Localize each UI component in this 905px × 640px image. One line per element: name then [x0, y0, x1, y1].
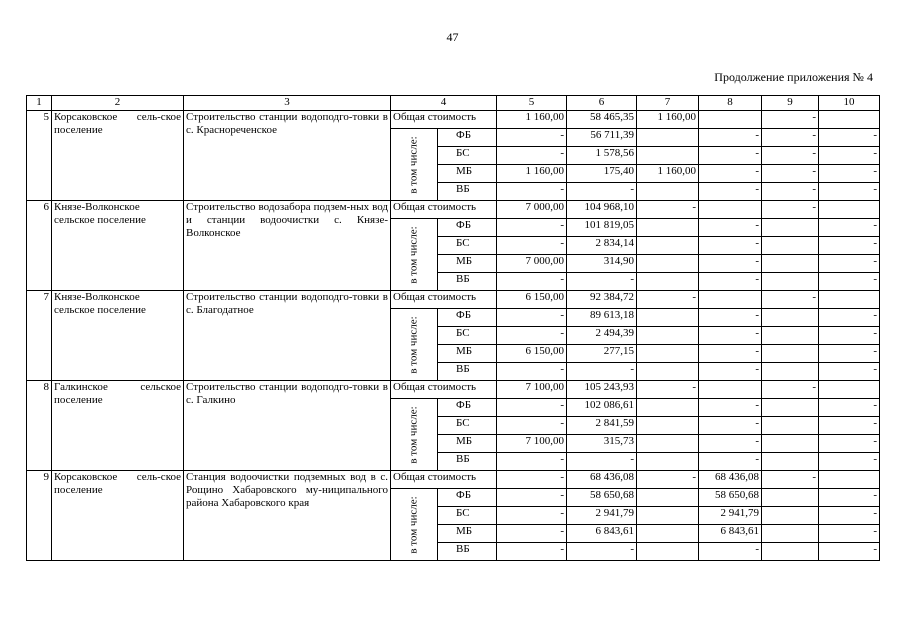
value-cell-c9	[762, 219, 819, 237]
project-number: 5	[27, 111, 52, 201]
value-cell-c8: -	[699, 309, 762, 327]
value-cell-c5: -	[497, 219, 567, 237]
funding-source-label: МБ	[438, 165, 497, 183]
value-cell-c5: -	[497, 363, 567, 381]
value-cell-c5: -	[497, 525, 567, 543]
value-cell-c5: -	[497, 327, 567, 345]
header-cell: 4	[391, 96, 497, 111]
project-number: 9	[27, 471, 52, 561]
value-cell-c5: -	[497, 183, 567, 201]
value-cell-c5: -	[497, 129, 567, 147]
value-cell-c6: 58 465,35	[567, 111, 637, 129]
project-number: 6	[27, 201, 52, 291]
settlement-name: Корсаковское сель-ское поселение	[52, 111, 184, 201]
project-total-row	[27, 111, 880, 129]
value-cell-c8: -	[699, 417, 762, 435]
value-cell-c6: 6 843,61	[567, 525, 637, 543]
value-cell-c10: -	[819, 309, 880, 327]
value-cell-c7	[637, 525, 699, 543]
funding-source-label: ВБ	[438, 273, 497, 291]
value-cell-c7	[637, 345, 699, 363]
funding-source-label: МБ	[438, 435, 497, 453]
funding-source-label: МБ	[438, 255, 497, 273]
value-cell-c8: -	[699, 129, 762, 147]
value-cell-c8: 58 650,68	[699, 489, 762, 507]
object-name: Строительство станции водоподго-товки в с. Краснореченское	[184, 111, 391, 201]
value-cell-c6: 68 436,08	[567, 471, 637, 489]
value-cell-c9	[762, 399, 819, 417]
value-cell-c10: -	[819, 327, 880, 345]
settlement-name: Князе-Волконское сельское поселение	[52, 201, 184, 291]
value-cell-c10: -	[819, 165, 880, 183]
including-label-cell	[391, 399, 438, 471]
value-cell-c6: -	[567, 453, 637, 471]
value-cell-c10: -	[819, 399, 880, 417]
value-cell-c10: -	[819, 489, 880, 507]
value-cell-c5: 7 100,00	[497, 381, 567, 399]
appendix-continuation-label: Продолжение приложения № 4	[714, 70, 873, 84]
value-cell-c6: 1 578,56	[567, 147, 637, 165]
settlement-name: Князе-Волконское сельское поселение	[52, 291, 184, 381]
value-cell-c5: -	[497, 489, 567, 507]
value-cell-c5: -	[497, 309, 567, 327]
value-cell-c7	[637, 129, 699, 147]
value-cell-c9: -	[762, 129, 819, 147]
value-cell-c6: 105 243,93	[567, 381, 637, 399]
project-total-row	[27, 291, 880, 309]
value-cell-c5: -	[497, 417, 567, 435]
including-label-cell	[391, 489, 438, 561]
value-cell-c8: -	[699, 453, 762, 471]
value-cell-c7	[637, 237, 699, 255]
value-cell-c6: 102 086,61	[567, 399, 637, 417]
value-cell-c9: -	[762, 201, 819, 219]
value-cell-c7	[637, 543, 699, 561]
value-cell-c7	[637, 417, 699, 435]
funding-source-label: ФБ	[438, 489, 497, 507]
value-cell-c7	[637, 489, 699, 507]
funding-source-label: БС	[438, 327, 497, 345]
funding-source-label: ФБ	[438, 129, 497, 147]
total-cost-label: Общая стоимость	[391, 111, 497, 129]
settlement-name: Галкинское сельское поселение	[52, 381, 184, 471]
value-cell-c10: -	[819, 453, 880, 471]
header-cell: 5	[497, 96, 567, 111]
value-cell-c10: -	[819, 417, 880, 435]
including-label-cell	[391, 309, 438, 381]
value-cell-c7	[637, 363, 699, 381]
value-cell-c8: -	[699, 435, 762, 453]
including-label-cell	[391, 129, 438, 201]
value-cell-c8: -	[699, 237, 762, 255]
value-cell-c8: -	[699, 543, 762, 561]
value-cell-c10: -	[819, 345, 880, 363]
funding-source-label: ВБ	[438, 543, 497, 561]
value-cell-c7: -	[637, 201, 699, 219]
funding-source-label: ФБ	[438, 219, 497, 237]
value-cell-c7	[637, 183, 699, 201]
value-cell-c5: 7 100,00	[497, 435, 567, 453]
value-cell-c7	[637, 327, 699, 345]
value-cell-c7: -	[637, 381, 699, 399]
value-cell-c8: -	[699, 399, 762, 417]
funding-source-label: БС	[438, 147, 497, 165]
value-cell-c5: -	[497, 399, 567, 417]
value-cell-c7: 1 160,00	[637, 111, 699, 129]
project-total-row	[27, 201, 880, 219]
value-cell-c9	[762, 417, 819, 435]
value-cell-c6: 315,73	[567, 435, 637, 453]
value-cell-c7	[637, 507, 699, 525]
value-cell-c6: 2 834,14	[567, 237, 637, 255]
value-cell-c8: -	[699, 183, 762, 201]
value-cell-c10: -	[819, 219, 880, 237]
value-cell-c9: -	[762, 111, 819, 129]
value-cell-c8	[699, 291, 762, 309]
value-cell-c8: -	[699, 219, 762, 237]
value-cell-c10: -	[819, 435, 880, 453]
value-cell-c6: -	[567, 273, 637, 291]
value-cell-c10: -	[819, 237, 880, 255]
budget-table	[26, 95, 880, 561]
value-cell-c5: 1 160,00	[497, 165, 567, 183]
value-cell-c8: 2 941,79	[699, 507, 762, 525]
header-cell: 7	[637, 96, 699, 111]
including-label-cell	[391, 219, 438, 291]
value-cell-c10: -	[819, 507, 880, 525]
value-cell-c5: -	[497, 471, 567, 489]
value-cell-c7	[637, 435, 699, 453]
value-cell-c6: 314,90	[567, 255, 637, 273]
value-cell-c6: 277,15	[567, 345, 637, 363]
value-cell-c7: 1 160,00	[637, 165, 699, 183]
value-cell-c5: -	[497, 273, 567, 291]
value-cell-c6: 56 711,39	[567, 129, 637, 147]
value-cell-c9	[762, 453, 819, 471]
value-cell-c9	[762, 309, 819, 327]
header-cell: 10	[819, 96, 880, 111]
value-cell-c10: -	[819, 147, 880, 165]
value-cell-c5: 7 000,00	[497, 201, 567, 219]
value-cell-c8	[699, 201, 762, 219]
funding-source-label: БС	[438, 237, 497, 255]
value-cell-c8: -	[699, 255, 762, 273]
value-cell-c7	[637, 219, 699, 237]
value-cell-c6: 101 819,05	[567, 219, 637, 237]
value-cell-c5: -	[497, 237, 567, 255]
total-cost-label: Общая стоимость	[391, 471, 497, 489]
value-cell-c8: -	[699, 147, 762, 165]
value-cell-c8: -	[699, 327, 762, 345]
value-cell-c8: -	[699, 363, 762, 381]
value-cell-c10: -	[819, 525, 880, 543]
including-label: в том числе:	[407, 225, 420, 284]
value-cell-c10: -	[819, 543, 880, 561]
value-cell-c9	[762, 435, 819, 453]
table-header-row	[27, 96, 880, 111]
value-cell-c10: -	[819, 273, 880, 291]
value-cell-c7	[637, 453, 699, 471]
value-cell-c5: 1 160,00	[497, 111, 567, 129]
project-number: 7	[27, 291, 52, 381]
object-name: Станция водоочистки подземных вод в с. Рощино Хабаровского му-ниципального района Хабаровского края	[184, 471, 391, 561]
value-cell-c6: -	[567, 363, 637, 381]
including-label: в том числе:	[407, 135, 420, 194]
header-cell: 2	[52, 96, 184, 111]
value-cell-c6: 2 494,39	[567, 327, 637, 345]
value-cell-c9	[762, 327, 819, 345]
value-cell-c9	[762, 345, 819, 363]
value-cell-c9: -	[762, 381, 819, 399]
header-cell: 1	[27, 96, 52, 111]
value-cell-c10	[819, 381, 880, 399]
value-cell-c8	[699, 111, 762, 129]
value-cell-c10: -	[819, 183, 880, 201]
page-number: 47	[446, 30, 459, 44]
value-cell-c8	[699, 381, 762, 399]
value-cell-c8: -	[699, 345, 762, 363]
value-cell-c10	[819, 201, 880, 219]
settlement-name: Корсаковское сель-ское поселение	[52, 471, 184, 561]
funding-source-label: ФБ	[438, 309, 497, 327]
value-cell-c5: 7 000,00	[497, 255, 567, 273]
funding-source-label: МБ	[438, 525, 497, 543]
value-cell-c6: 104 968,10	[567, 201, 637, 219]
value-cell-c10	[819, 471, 880, 489]
value-cell-c7: -	[637, 291, 699, 309]
header-cell: 9	[762, 96, 819, 111]
value-cell-c9	[762, 237, 819, 255]
value-cell-c10: -	[819, 255, 880, 273]
header-cell: 6	[567, 96, 637, 111]
value-cell-c5: -	[497, 147, 567, 165]
including-label: в том числе:	[407, 495, 420, 554]
value-cell-c9	[762, 525, 819, 543]
value-cell-c7	[637, 255, 699, 273]
value-cell-c9: -	[762, 471, 819, 489]
value-cell-c8: 68 436,08	[699, 471, 762, 489]
funding-source-label: БС	[438, 507, 497, 525]
value-cell-c5: -	[497, 507, 567, 525]
project-number: 8	[27, 381, 52, 471]
value-cell-c5: -	[497, 453, 567, 471]
funding-source-label: ВБ	[438, 453, 497, 471]
header-cell: 3	[184, 96, 391, 111]
value-cell-c5: 6 150,00	[497, 345, 567, 363]
value-cell-c9: -	[762, 147, 819, 165]
value-cell-c10	[819, 111, 880, 129]
value-cell-c7	[637, 399, 699, 417]
value-cell-c9	[762, 543, 819, 561]
value-cell-c9	[762, 363, 819, 381]
value-cell-c6: 92 384,72	[567, 291, 637, 309]
funding-source-label: ВБ	[438, 183, 497, 201]
value-cell-c6: 58 650,68	[567, 489, 637, 507]
project-total-row	[27, 381, 880, 399]
including-label: в том числе:	[407, 315, 420, 374]
object-name: Строительство станции водоподго-товки в с. Благодатное	[184, 291, 391, 381]
value-cell-c5: -	[497, 543, 567, 561]
value-cell-c9: -	[762, 183, 819, 201]
value-cell-c10: -	[819, 363, 880, 381]
funding-source-label: БС	[438, 417, 497, 435]
value-cell-c10	[819, 291, 880, 309]
total-cost-label: Общая стоимость	[391, 291, 497, 309]
value-cell-c10: -	[819, 129, 880, 147]
value-cell-c7: -	[637, 471, 699, 489]
value-cell-c8: 6 843,61	[699, 525, 762, 543]
header-cell: 8	[699, 96, 762, 111]
value-cell-c9	[762, 273, 819, 291]
total-cost-label: Общая стоимость	[391, 201, 497, 219]
including-label: в том числе:	[407, 405, 420, 464]
value-cell-c8: -	[699, 273, 762, 291]
value-cell-c9	[762, 507, 819, 525]
funding-source-label: МБ	[438, 345, 497, 363]
value-cell-c6: 175,40	[567, 165, 637, 183]
value-cell-c6: -	[567, 183, 637, 201]
value-cell-c9	[762, 255, 819, 273]
object-name: Строительство водозабора подзем-ных вод и станции водоочистки с. Князе-Волконское	[184, 201, 391, 291]
value-cell-c9: -	[762, 165, 819, 183]
value-cell-c8: -	[699, 165, 762, 183]
object-name: Строительство станции водоподго-товки в с. Галкино	[184, 381, 391, 471]
value-cell-c9	[762, 489, 819, 507]
value-cell-c7	[637, 309, 699, 327]
value-cell-c6: 2 941,79	[567, 507, 637, 525]
project-total-row	[27, 471, 880, 489]
value-cell-c6: 2 841,59	[567, 417, 637, 435]
value-cell-c7	[637, 147, 699, 165]
value-cell-c6: 89 613,18	[567, 309, 637, 327]
funding-source-label: ВБ	[438, 363, 497, 381]
value-cell-c7	[637, 273, 699, 291]
value-cell-c9: -	[762, 291, 819, 309]
value-cell-c5: 6 150,00	[497, 291, 567, 309]
funding-source-label: ФБ	[438, 399, 497, 417]
value-cell-c6: -	[567, 543, 637, 561]
total-cost-label: Общая стоимость	[391, 381, 497, 399]
